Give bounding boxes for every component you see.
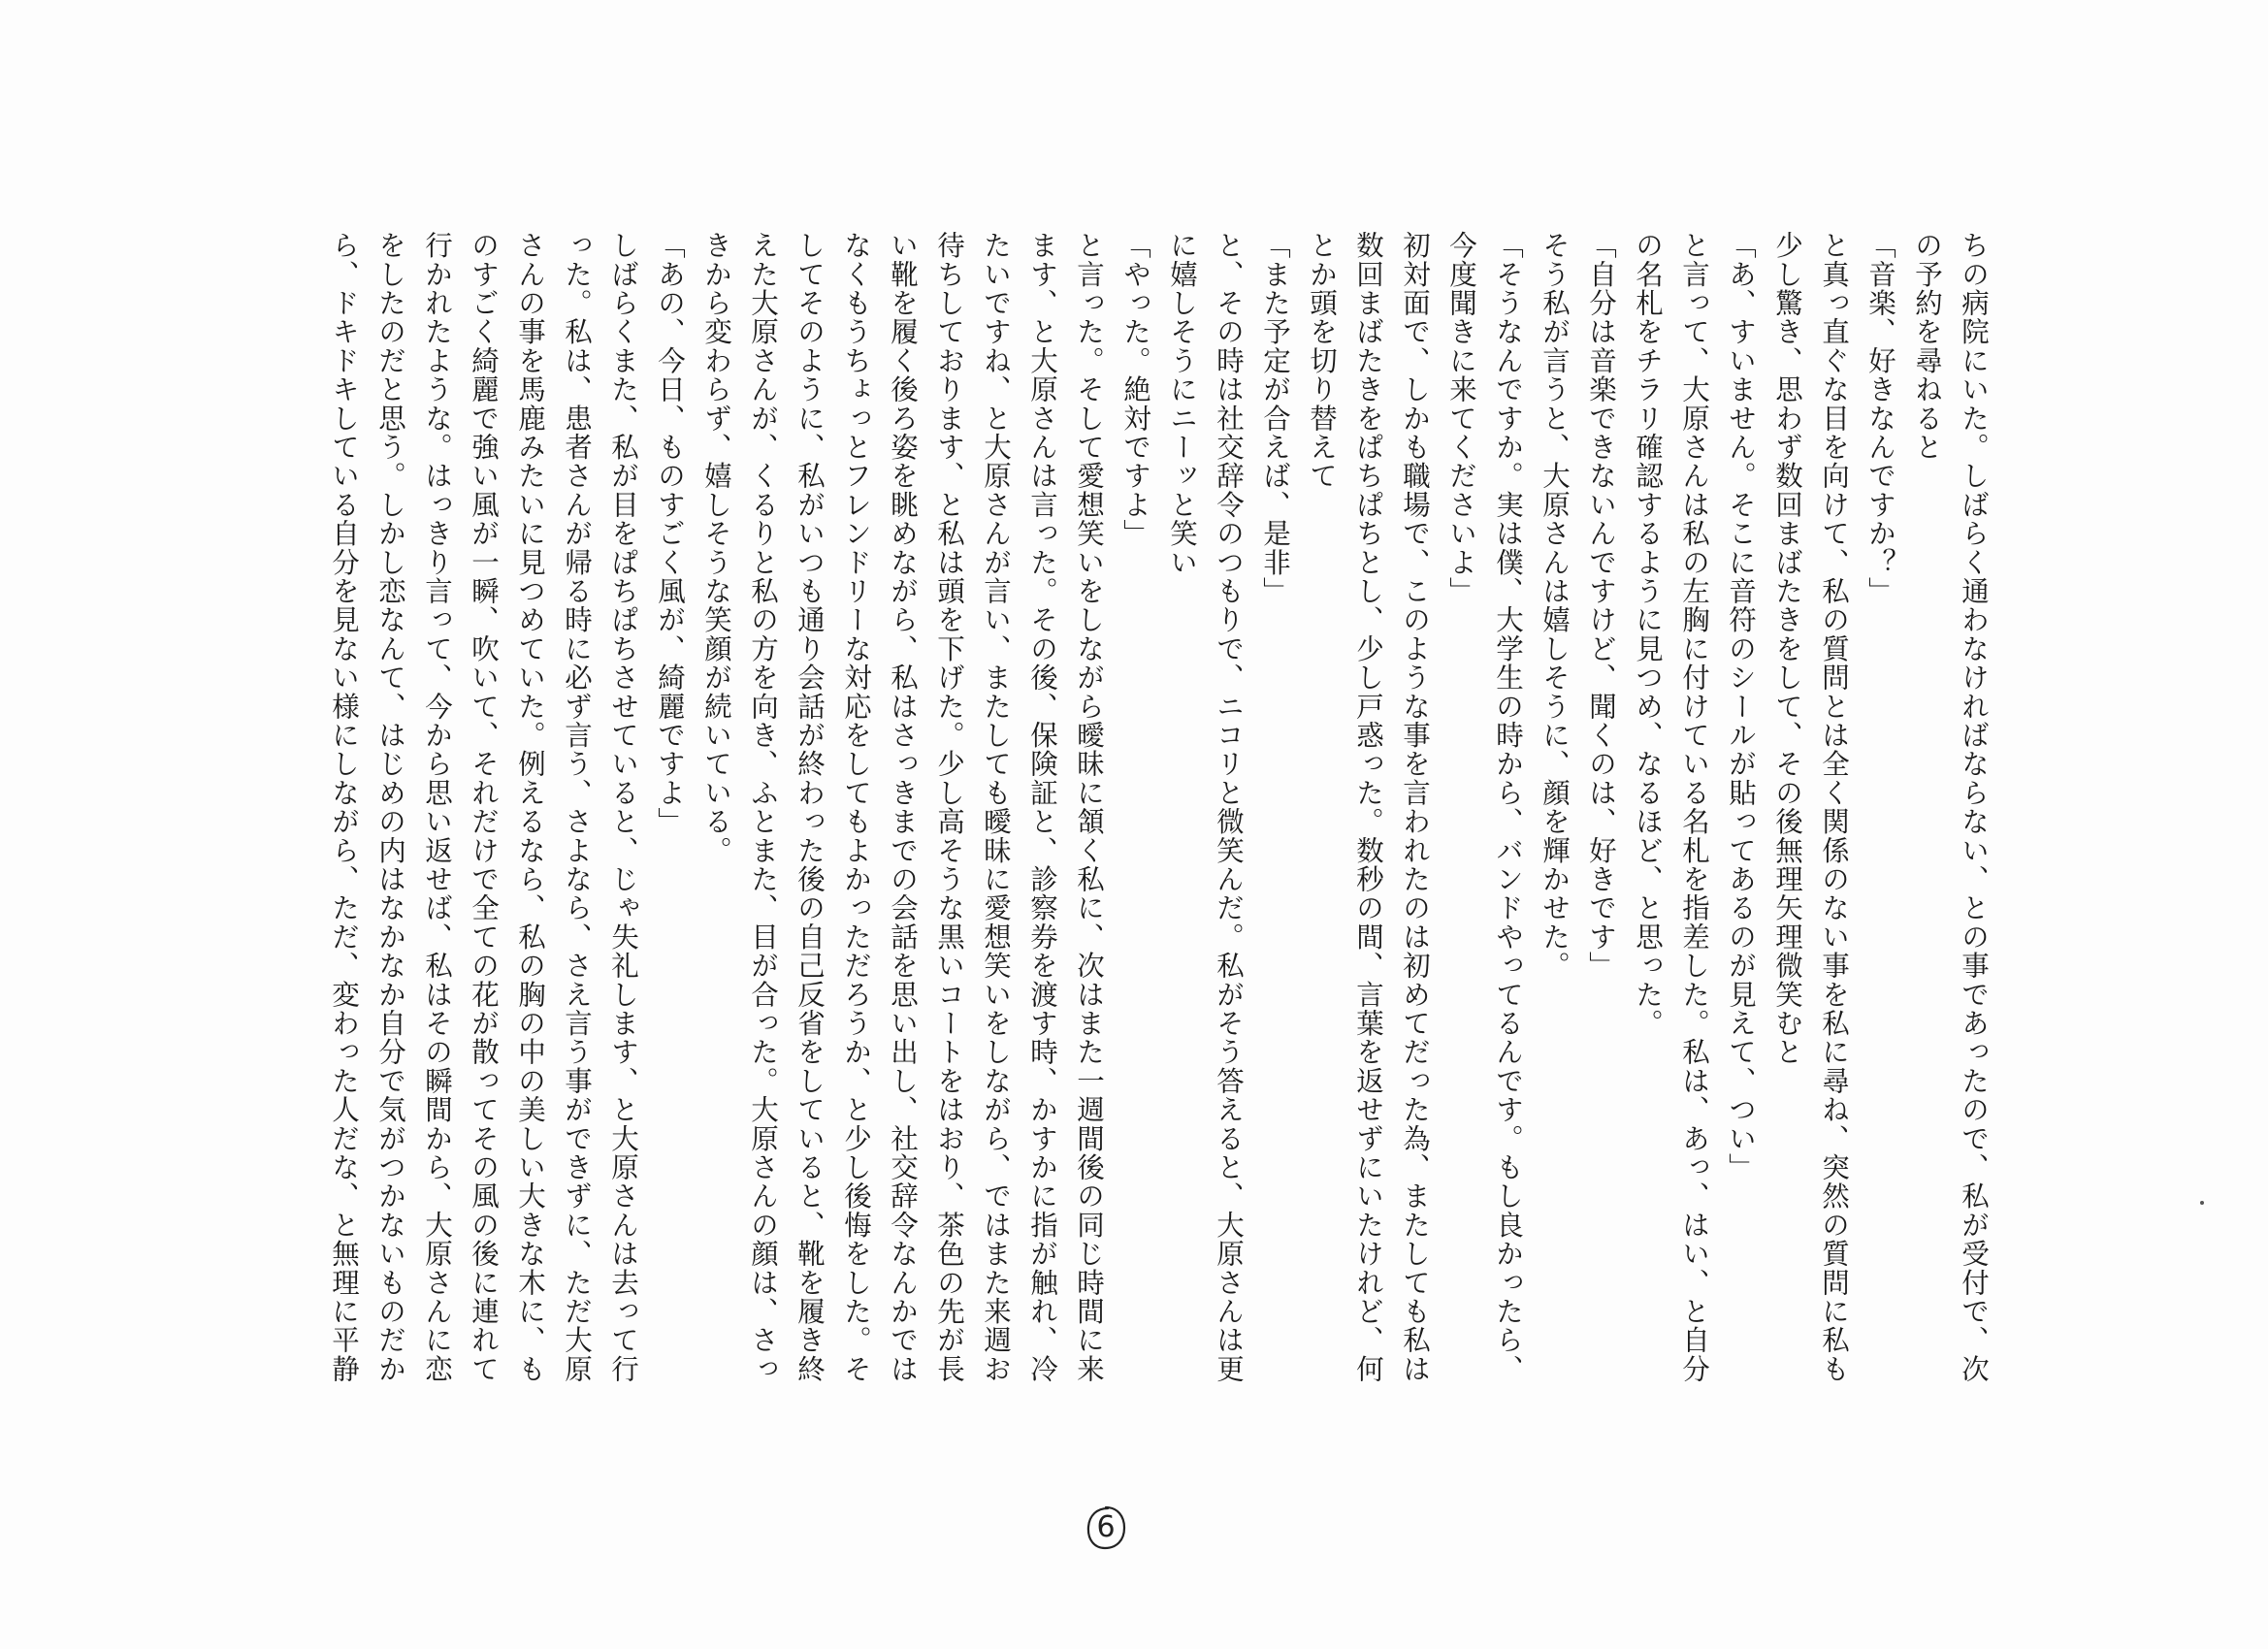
text-line: なくもうちょっとフレンドリーな対応をしてもよかっただろうか、と少し後悔をした。そ [840, 231, 872, 1383]
page-number [1085, 1504, 1127, 1552]
text-line: 「また予定が合えば、是非」 [1259, 231, 1291, 606]
text-line: とか頭を切り替えて [1306, 231, 1338, 491]
text-line: 数回まばたきをぱちぱちとし、少し戸惑った。数秒の間、言葉を返せずにいたけれど、何 [1352, 231, 1384, 1383]
text-line: 「そうなんですか。実は僕、大学生の時から、バンドやってるんです。もし良かったら、 [1492, 231, 1524, 1383]
text-line: をしたのだと思う。しかし恋なんて、はじめの内はなかなか自分で気がつかないものだか [374, 231, 406, 1383]
text-line: のすごく綺麗で強い風が一瞬、吹いて、それだけで全ての花が散ってその風の後に連れて [468, 231, 500, 1383]
text-line: そう私が言うと、大原さんは嬉しそうに、顔を輝かせた。 [1539, 231, 1571, 981]
text-line: きから変わらず、嬉しそうな笑顔が続いている。 [700, 231, 732, 865]
text-line: の名札をチラリ確認するように見つめ、なるほど、と思った。 [1632, 231, 1664, 1038]
text-line: に嬉しそうにニーッと笑い [1166, 231, 1198, 577]
text-line: しばらくまた、私が目をぱちぱちさせていると、じゃ失礼します、と大原さんは去って行 [607, 231, 639, 1383]
scan-speck [2200, 1201, 2204, 1205]
text-line: ちの病院にいた。しばらく通わなければならない、との事であったので、私が受付で、次 [1958, 231, 1990, 1383]
text-line: と真っ直ぐな目を向けて、私の質問とは全く関係のない事を私に尋ね、突然の質問に私も [1818, 231, 1850, 1383]
text-line: ます、と大原さんは言った。その後、保険証と、診察券を渡す時、かすかに指が触れ、冷 [1026, 231, 1058, 1383]
page-number-value: 6 [1096, 1510, 1116, 1544]
text-line: 「あ、すいません。そこに音符のシールが貼ってあるのが見えて、つい」 [1725, 231, 1757, 1182]
vertical-text-body [250, 231, 1996, 1434]
text-line: えた大原さんが、くるりと私の方を向き、ふとまた、目が合った。大原さんの顔は、さっ [747, 231, 779, 1383]
text-line: 「あの、今日、ものすごく風が、綺麗ですよ」 [654, 231, 686, 836]
text-line: 行かれたような。はっきり言って、今から思い返せば、私はその瞬間から、大原さんに恋 [421, 231, 453, 1383]
text-line: 「自分は音楽できないんですけど、聞くのは、好きです」 [1585, 231, 1617, 981]
text-line: と言った。そして愛想笑いをしながら曖昧に頷く私に、次はまた一週間後の同じ時間に来 [1073, 231, 1105, 1383]
text-line: 「音楽、好きなんですか？」 [1864, 231, 1896, 606]
text-line: の予約を尋ねると [1911, 231, 1943, 462]
text-line: してそのように、私がいつも通り会話が終わった後の自己反省をしていると、靴を履き終 [794, 231, 826, 1383]
text-line: 少し驚き、思わず数回まばたきをして、その後無理矢理微笑むと [1771, 231, 1803, 1067]
text-line: 待ちしております、と私は頭を下げた。少し高そうな黒いコートをはおり、茶色の先が長 [933, 231, 965, 1383]
text-line: 今度聞きに来てくださいよ」 [1445, 231, 1477, 606]
text-line: い靴を履く後ろ姿を眺めながら、私はさっきまでの会話を思い出し、社交辞令なんかでは [887, 231, 919, 1383]
text-line: 「やった。絶対ですよ」 [1119, 231, 1151, 548]
text-line: と、その時は社交辞令のつもりで、ニコリと微笑んだ。私がそう答えると、大原さんは更 [1213, 231, 1245, 1383]
text-line: 初対面で、しかも職場で、このような事を言われたのは初めてだった為、またしても私は [1399, 231, 1431, 1383]
text-line: たいですね、と大原さんが言い、またしても曖昧に愛想笑いをしながら、ではまた来週お [980, 231, 1012, 1383]
text-line: と言って、大原さんは私の左胸に付けている名札を指差した。私は、あっ、はい、と自分 [1678, 231, 1710, 1383]
text-line: さんの事を馬鹿みたいに見つめていた。例えるなら、私の胸の中の美しい大きな木に、も [514, 231, 546, 1383]
text-line: った。私は、患者さんが帰る時に必ず言う、さよなら、さえ言う事ができずに、ただ大原 [561, 231, 593, 1384]
text-line: ら、ドキドキしている自分を見ない様にしながら、ただ、変わった人だな、と無理に平静 [328, 231, 360, 1383]
